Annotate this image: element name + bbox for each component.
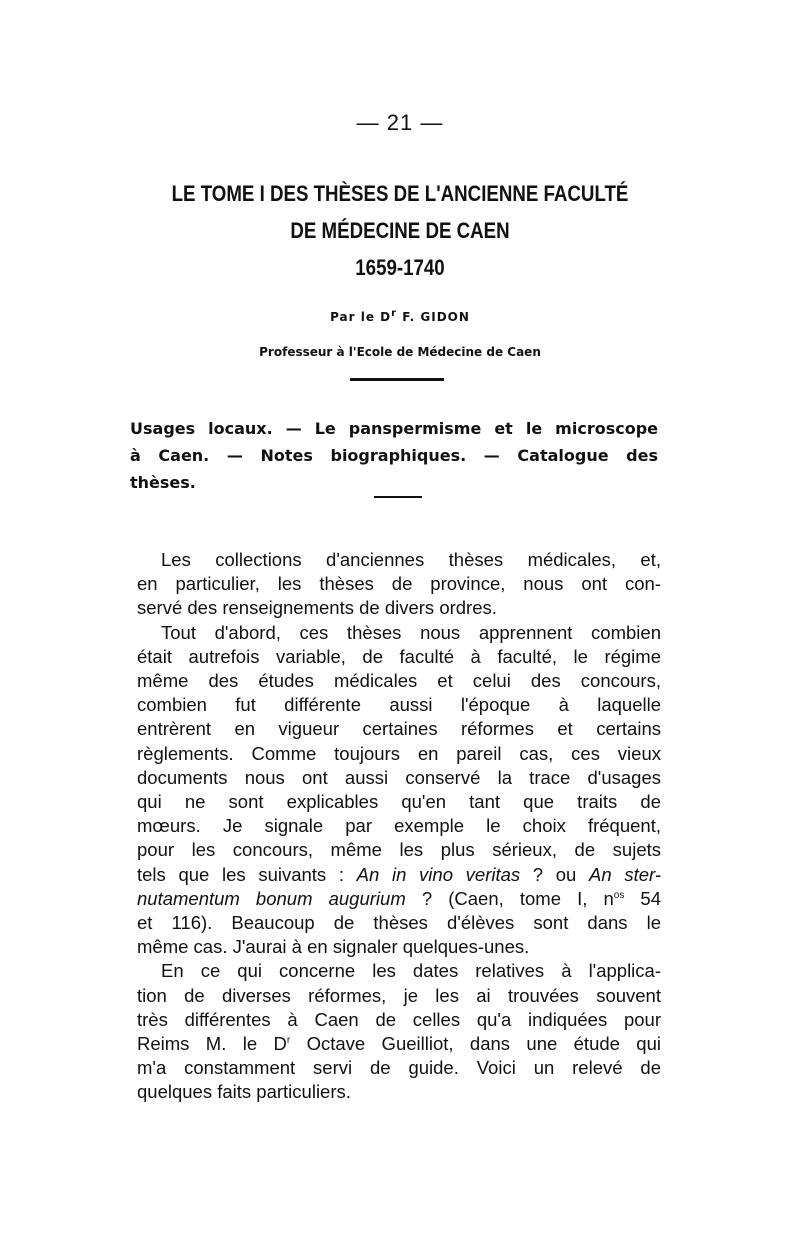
body-line-mixed <box>137 863 661 887</box>
summary-line-1: Usages locaux. — Le panspermisme et le microscope <box>130 419 658 438</box>
body-line: combien fut différente aussi l'époque à laquelle <box>137 694 661 716</box>
byline-sup: r <box>391 308 398 319</box>
body-line: Tout d'abord, ces thèses nous apprennent combien <box>161 621 661 643</box>
body-line: En ce qui concerne les dates relatives à l'applica- <box>161 960 661 982</box>
summary-divider <box>374 496 422 498</box>
superscript: r <box>286 1034 291 1046</box>
body-line: en particulier, les thèses de province, nous ont con- <box>137 573 661 595</box>
title-line-2: DE MÉDECINE DE CAEN <box>290 218 510 243</box>
summary-line-2: à Caen. — Notes biographiques. — Catalogue des <box>130 446 658 465</box>
latin-title: An in vino veritas <box>356 863 521 885</box>
latin-title: An ster- <box>589 863 661 885</box>
latin-title: nutamentum bonum augurium <box>137 887 406 909</box>
body-line-mixed <box>137 1032 661 1056</box>
byline-prefix: Par le D <box>330 310 392 324</box>
author-name: F. GIDON <box>397 310 470 324</box>
body-line-mixed <box>137 887 661 911</box>
body-line: Les collections d'anciennes thèses médicales, et, <box>161 549 661 570</box>
body-line: très différentes à Caen de celles qu'a indiquées pour <box>137 1008 661 1030</box>
section-divider <box>350 378 444 381</box>
body-line: entrèrent en vigueur certaines réformes et certains <box>137 718 661 740</box>
body-text-run: tels que les suivants : <box>137 863 357 885</box>
body-line: était autrefois variable, de faculté à faculté, le régime <box>137 645 661 667</box>
body-text-run: Reims M. le D <box>137 1033 287 1055</box>
title-line-3: 1659-1740 <box>355 255 445 280</box>
summary-line-3: thèses. <box>130 473 196 492</box>
author-affiliation: Professeur à l'Ecole de Médecine de Caen <box>259 345 541 359</box>
title-line-1: LE TOME I DES THÈSES DE L'ANCIENNE FACULTÉ <box>171 181 629 206</box>
author-byline <box>100 300 700 335</box>
summary <box>130 415 658 496</box>
body-text-run: ? (Caen, tome I, n <box>405 887 614 909</box>
author-block <box>100 300 700 370</box>
body-line: pour les concours, même les plus sérieux, de sujets <box>137 839 661 861</box>
body-text <box>137 548 661 1105</box>
body-line: mœurs. Je signale par exemple le choix fréquent, <box>137 815 661 837</box>
page-number: — 21 — <box>356 110 444 135</box>
body-text-run: 54 <box>624 887 662 909</box>
body-line: même des études médicales et celui des concours, <box>137 670 661 692</box>
body-line: quelques faits particuliers. <box>137 1081 351 1103</box>
body-line: qui ne sont explicables qu'en tant que traits de <box>137 791 661 813</box>
body-text-run: ? ou <box>520 863 590 885</box>
body-line: tion de diverses réformes, je les ai trouvées souvent <box>137 984 661 1006</box>
body-line: même cas. J'aurai à en signaler quelques-unes. <box>137 936 530 958</box>
body-line: et 116). Beaucoup de thèses d'élèves sont dans le <box>137 912 661 934</box>
body-text-run: Octave Gueilliot, dans une étude qui <box>290 1033 661 1055</box>
body-line: m'a constamment servi de guide. Voici un relevé de <box>137 1057 661 1079</box>
body-line: servé des renseignements de divers ordres. <box>137 597 497 619</box>
body-line: documents nous ont aussi conservé la trace d'usages <box>137 766 661 788</box>
article-title <box>162 175 638 286</box>
body-line: règlements. Comme toujours en pareil cas, ces vieux <box>137 742 661 764</box>
superscript: os <box>613 889 625 901</box>
